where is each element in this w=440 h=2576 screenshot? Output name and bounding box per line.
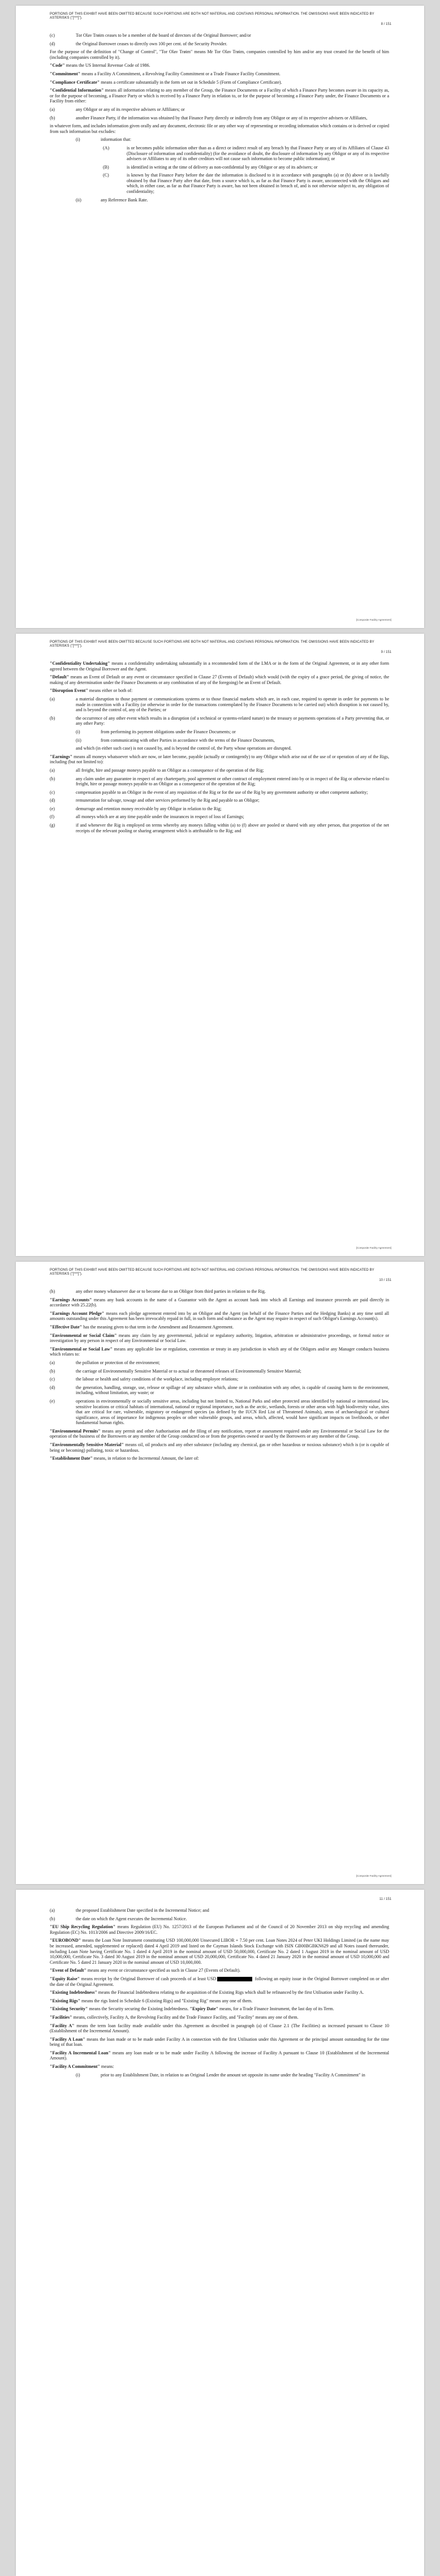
definition: "Existing Security" means the Security securing the Existing Indebtedness. "Expiry Date" means, for a Trade Finance Instrument, the last day of its Term. [50, 2006, 334, 2012]
list-item: (C) is known by that Finance Party before the date the information is disclosed to it in accordance with paragraphs (a) or (b) above or is lawfully obtained by that Finance Party after that date, from a source which is, as far as that Finance Party is aware, unconnected with the Obligors and which, in either case, as far as that Finance Party is aware, has not been obtained in breach of, and is not otherwise subject to, any obligation of confidentiality; [103, 173, 389, 195]
document-page-1 [16, 6, 424, 628]
list-item: (b) the carriage of Environmentally Sensitive Material or to actual or threatened releases of Environmentally Sensitive Material; [50, 1368, 301, 1374]
list-item: (e) demurrage and retention money receivable by any Obligor in relation to the Rig; [50, 806, 222, 811]
list-item: (i) prior to any Establishment Date, in relation to an Original Lender the amount set opposite its name under the heading "Facility A Commitment" in [76, 2072, 365, 2078]
definition: "Facility A Incremental Loan" means any loan made or to be made under Facility A following the increase of Facility A pursuant to Clause 10 (Establishment of the Incremental Amount). [50, 2050, 389, 2061]
definition: "Earnings Account Pledge" means each pledge agreement entered into by an Obligor and the Agent (on behalf of the Finance Parties and the Hedging Banks) at any time until all amounts outstanding under this Agreement has been irrevocably repaid in full, in such form and substance as the Agent may require in respect of such Obligor's Earnings Account(s). [50, 1310, 390, 1322]
list-item: (c) Tor Olav Trøim ceases to be a member of the board of directors of the Original Borrower; and/or [50, 33, 251, 38]
definition: "Existing Indebtedness" means the Financial Indebtedness relating to the acquisition of the Existing Rigs which shall be refinanced by the first Utilisation under Facility A. [50, 1990, 364, 1996]
list-item: (a) the proposed Establishment Date specified in the Incremental Notice; and [50, 1908, 209, 1913]
definition: "EU Ship Recycling Regulation" means Regulation (EU) No. 1257/2013 of the European Parliament and of the Council of 20 November 2013 on ship recycling and amending Regulation (EC) No. 1013/2006 and Directive 2009/16/EC. [50, 1924, 389, 1935]
definition: "Facility A Commitment" means: [50, 2064, 114, 2070]
definition: "Establishment Date" means, in relation to the Incremental Amount, the later of: [50, 1456, 199, 1461]
list-item: (e) operations in environmentally or socially sensitive areas, including but not limited to, National Parks and other protected areas identified by national or international law, sensitive locations or critical habitats of international, national or regional importance, such as the arctic, wetlands, forests or other areas with high biodiversity value, sites that are critical for rare, vulnerable, migratory or endangered species (as defined by the IUCN Red List of Threatened Animals), areas of archaeological or cultural significance, areas of importance for indigenous peoples or other vulnerable groups, and areas, which, affected, would have significant impacts on livelihoods, or other fundamental human rights. [50, 1398, 389, 1426]
list-item: (d) the generation, handling, storage, use, release or spillage of any substance which, alone or in combination with any other, is capable of causing harm to the environment, including, without limitation, any waste; or [50, 1384, 389, 1396]
list-item: (h) any other money whatsoever due or to become due to an Obligor from third parties in relation to the Rig. [50, 1289, 266, 1294]
document-page-3 [16, 1262, 424, 1884]
page-content [50, 1908, 389, 2080]
definition: "Facility A Loan" means the loan made or to be made under Facility A in connection with the first Utilisation under this Agreement or the principal amount outstanding for the time being of that loan. [50, 2036, 389, 2048]
paragraph: and which (in either such case) is not caused by, and is beyond the control of, the Party whose operations are disrupted. [76, 746, 292, 751]
definition: "Effective Date" has the meaning given to that term in the Amendment and Restatement Agreement. [50, 1324, 234, 1330]
definition: "Commitment" means a Facility A Commitment, a Revolving Facility Commitment or a Trade Finance Facility Commitment. [50, 71, 281, 76]
definition: "Default" means an Event of Default or any event or circumstance specified in Clause 27 (Events of Default) which would (with the expiry of a grace period, the giving of notice, the making of any determination under the Finance Documents or any combination of any of the foregoing) be an Event of Default. [50, 674, 389, 685]
definition: "Environmental or Social Claim" means any claim by any governmental, judicial or regulatory authority, litigation, arbitration or administrative proceedings, or formal notice or investigation by any person in respect of any Environmental or Social Law. [50, 1332, 389, 1344]
list-item: (b) the occurrence of any other event which results in a disruption (of a technical or systems-related nature) to the treasury or payments operations of a Party preventing that, or any other Party: [50, 715, 389, 726]
definition: "Environmental Permits" means any permit and other Authorisation and the filing of any notification, report or assessment required under any Environmental or Social Law for the operation of the business of the Borrowers or any member of the Group conducted on or from the properties owned or used by the Borrowers or any member of the Group. [50, 1428, 389, 1439]
list-item: (d) the Original Borrower ceases to directly own 100 per cent. of the Security Provider. [50, 41, 227, 46]
list-item: (A) is or becomes public information other than as a direct or indirect result of any breach by that Finance Party or any of its Affiliates of Clause 43 (Disclosure of information and confidentiality) (for the avoidance of doubt, the disclosure of information by any Obligor or any of its respective advisers or Affiliates to any of its other creditors will not cause such information to become public information); or [103, 145, 389, 162]
list-item: (a) the pollution or protection of the environment; [50, 1360, 160, 1365]
definition: "Event of Default" means any event or circumstance specified as such in Clause 27 (Events of Default). [50, 1968, 241, 1973]
redaction-notice-header: PORTIONS OF THIS EXHIBIT HAVE BEEN OMITTED BECAUSE SUCH PORTIONS ARE BOTH NOT MATERIAL AND CONTAINS PERSONAL INFORMATION. THE OMISSIONS HAVE BEEN INDICATED BY ASTERISKS ("[***]"). [50, 1268, 374, 1276]
list-item: (a) any Obligor or any of its respective advisers or Affiliates; or [50, 106, 185, 112]
definition: "Confidentiality Undertaking" means a confidentiality undertaking substantially in a recommended form of the LMA or in the form of the Original Agreement, or in any other form agreed between the Original Borrower and the Agent. [50, 661, 389, 672]
list-item: (a) a material disruption to those payment or communications systems or to those financial markets which are, in each case, required to operate in order for payments to be made in connection with a Facility (or otherwise in order for the transactions contemplated by the Finance Documents to be carried out) which disruption is not caused by, and is beyond the control of, any of the Parties; or [50, 696, 389, 713]
page-number: 8 / 151 [381, 23, 391, 26]
list-item: (b) another Finance Party, if the information was obtained by that Finance Party directly or indirectly from any Obligor or any of its respective advisers or Affiliates, [50, 115, 368, 121]
list-item: (f) all moneys which are at any time payable under the insurances in respect of loss of Earnings; [50, 814, 244, 820]
definition: "Environmentally Sensitive Material" means oil, oil products and any other substance (including any chemical, gas or other hazardous or noxious substance) which is (or is capable of being or becoming) polluting, toxic or hazardous. [50, 1442, 389, 1453]
definition: "Environmental or Social Law" means any applicable law or regulation, convention or treaty in any jurisdiction in which any of the Obligors and/or any Manager conducts business which relates to: [50, 1346, 390, 1357]
document-footer: [Composite Facility Agreement] [356, 1246, 391, 1249]
list-item: (b) the date on which the Agent executes the Incremental Notice. [50, 1916, 187, 1921]
list-item: (c) the labour or health and safety conditions of the workplace, including employee relations; [50, 1377, 239, 1382]
page-content [50, 661, 389, 836]
redaction-notice-header: PORTIONS OF THIS EXHIBIT HAVE BEEN OMITTED BECAUSE SUCH PORTIONS ARE BOTH NOT MATERIAL AND CONTAINS PERSONAL INFORMATION. THE OMISSIONS HAVE BEEN INDICATED BY ASTERISKS ("[***]"). [50, 640, 374, 648]
list-item: (b) any claim under any guarantee in respect of any charterparty, pool agreement or other contract of employment entered into by or in respect of the Rig or otherwise related to freight, hire or passage moneys payable to an Obligor as a consequence of the operation of the Rig; [50, 776, 389, 787]
page-content [50, 33, 389, 205]
page-number: 9 / 151 [381, 651, 391, 654]
paragraph: For the purpose of the definition of "Change of Control", "Tor Olav Trøim" means Mr Tor Olav Trøim, companies controlled by him and/or any trust created for the benefit of him (including companies controlled by it). [50, 49, 389, 60]
document-footer: [Composite Facility Agreement] [356, 1874, 391, 1877]
list-item: (ii) from communicating with other Parties in accordance with the terms of the Finance Documents, [76, 737, 275, 743]
list-item: (i) information that: [76, 137, 131, 143]
definition: "Facilities" means, collectively, Facility A, the Revolving Facility and the Trade Finance Facility, and "Facility" means any one of them. [50, 2014, 299, 2020]
redaction-notice-header: PORTIONS OF THIS EXHIBIT HAVE BEEN OMITTED BECAUSE SUCH PORTIONS ARE BOTH NOT MATERIAL AND CONTAINS PERSONAL INFORMATION. THE OMISSIONS HAVE BEEN INDICATED BY ASTERISKS ("[***]"). [50, 12, 374, 20]
definition: "Facility A" means the term loan facility made available under this Agreement as described in paragraph (a) of Clause 2.1 (The Facilities) as increased pursuant to Clause 10 (Establishment of the Incremental Amount). [50, 2023, 389, 2034]
document-page-4 [16, 1890, 424, 2576]
paragraph: in whatever form, and includes information given orally and any document, electronic file or any other way of representing or recording information which contains or is derived or copied from such information but excludes: [50, 123, 389, 134]
list-item: (B) is identified in writing at the time of delivery as non-confidential by any Obligor or any of its advisers; or [103, 164, 318, 170]
list-item: (i) from performing its payment obligations under the Finance Documents; or [76, 729, 236, 734]
document-page-2 [16, 634, 424, 1256]
page-number: 11 / 151 [379, 1898, 391, 1901]
definition: "Confidential Information" means all information relating to any member of the Group, the Finance Documents or a Facility of which a Finance Party becomes aware in its capacity as, or for the purpose of becoming, a Finance Party or which is received by a Finance Party in relation to, or for the purpose of becoming a Finance Party under, the Finance Documents or a Facility from either: [50, 88, 389, 104]
definition: "Earnings" means all moneys whatsoever which are now, or later become, payable (actually or contingently) to any Obligor which arise out of the use of or operation of any of the Rigs, including (but not limited to): [50, 754, 389, 765]
list-item: (g) if and whenever the Rig is employed on terms whereby any moneys falling within (a) to (f) above are pooled or shared with any other person, that proportion of the net receipts of the relevant pooling or sharing arrangement which is attributable to the Rig; and [50, 823, 389, 833]
definition: "Existing Rigs" means the rigs listed in Schedule 6 (Existing Rigs) and "Existing Rig" means any one of them. [50, 1998, 253, 2003]
definition: "Disruption Event" means either or both of: [50, 688, 133, 694]
list-item: (d) remuneration for salvage, towage and other services performed by the Rig and payable to an Obligor; [50, 798, 260, 803]
definition: "Equity Raise" means receipt by the Original Borrower of cash proceeds of at least USD following an equity issue in the Original Borrower completed on or after the date of the Original Agreement. [50, 1976, 390, 1987]
definition: "EUROBOND" means the Loan Note Instrument constituting USD 100,000,000 Unsecured LIBOR + 7.50 per cent. Loan Notes 2024 of Peter UKI Holdings Limited (as the name may be increased, amended, supplemented or replaced) dated 4 April 2019 and listed on the Cayman Islands Stock Exchange with ISIN GB00BGBKN629 and all Notes issued thereunder, including Loan Note having Certificate No. 1 dated 4 April 2019 in the nominal amount of USD 50,000,000, Certificate No. 2 dated 1 August 2019 in the nominal amount of USD 10,000,000, Certificate No. 3 dated 30 August 2019 in the nominal amount of USD 20,000,000, Certificate No. 4 dated 21 January 2020 in the nominal amount of USD 10,000,000 and Certificate No. 5 dated 21 January 2020 in the nominal amount of USD 10,000,000. [50, 1938, 389, 1965]
definition: "Compliance Certificate" means a certificate substantially in the form set out in Schedule 5 (Form of Compliance Certificate). [50, 79, 282, 85]
list-item: (a) all freight, hire and passage moneys payable to an Obligor as a consequence of the operation of the Rig; [50, 767, 264, 773]
definition: "Earnings Accounts" means any bank accounts in the name of a Guarantor with the Agent as account bank into which all Earnings and insurance proceeds are paid directly in accordance with 25.22(b). [50, 1297, 389, 1308]
definition: "Code" means the US Internal Revenue Code of 1986. [50, 63, 150, 68]
page-number: 10 / 151 [379, 1279, 391, 1282]
list-item: (ii) any Reference Bank Rate. [76, 197, 148, 203]
redaction-block [217, 1977, 252, 1981]
document-footer: [Composite Facility Agreement] [356, 618, 391, 621]
page-content [50, 1289, 389, 1464]
list-item: (c) compensation payable to an Obligor in the event of any requisition of the Rig or for the use of the Rig by any government authority or other competent authority; [50, 789, 368, 795]
